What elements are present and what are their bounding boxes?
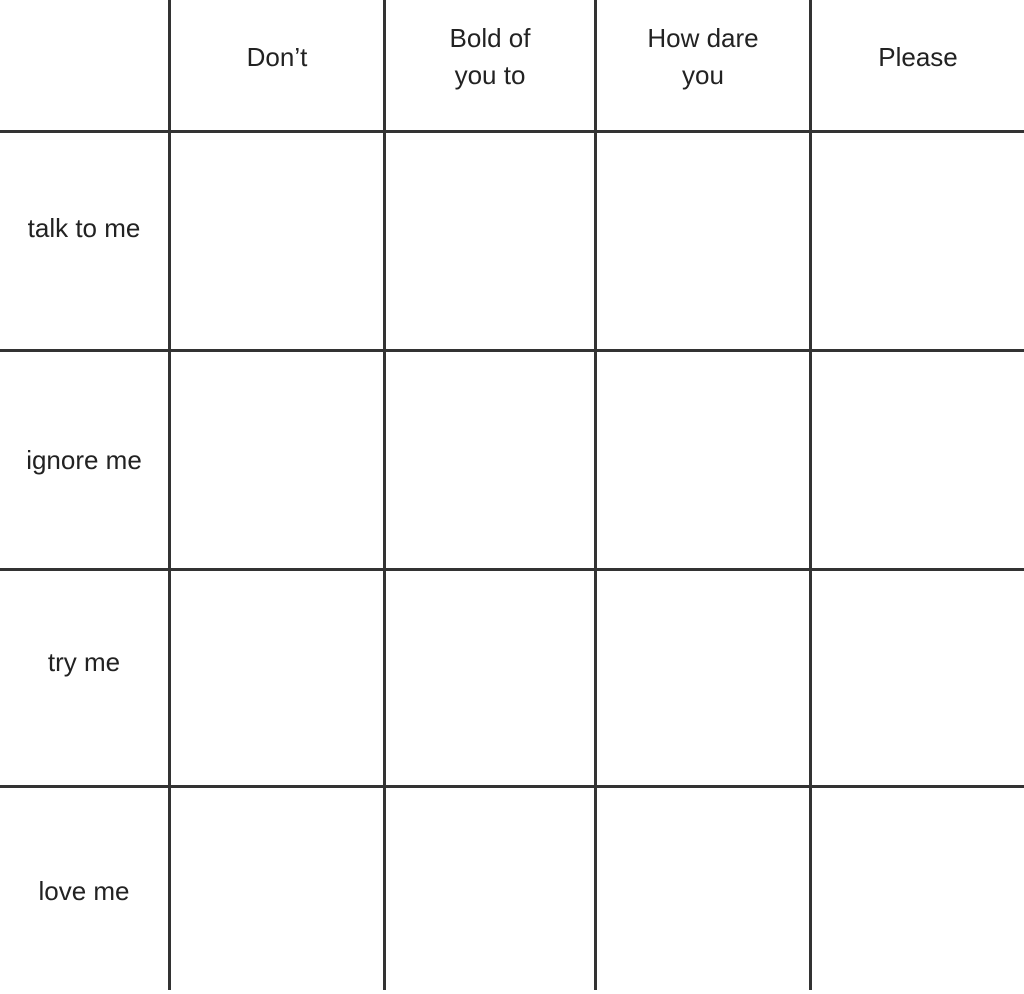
empty-cell — [386, 133, 594, 349]
column-header-how-dare-you: How dare you — [647, 23, 759, 90]
column-header-please: Please — [878, 41, 958, 72]
empty-cell — [812, 352, 1024, 568]
empty-cell — [597, 788, 809, 990]
row-header-love-me: love me — [38, 876, 130, 906]
row-header-talk-to-me: talk to me — [27, 213, 141, 243]
empty-cell — [597, 133, 809, 349]
empty-cell — [386, 352, 594, 568]
empty-cell — [812, 571, 1024, 785]
row-header-ignore-me: ignore me — [26, 445, 142, 475]
empty-cell — [171, 571, 383, 785]
empty-cell — [171, 133, 383, 349]
empty-cell — [597, 571, 809, 785]
column-header-bold-of-you-to: Bold of you to — [449, 23, 531, 90]
empty-cell — [597, 352, 809, 568]
column-header-dont: Don’t — [246, 41, 308, 72]
empty-cell — [171, 352, 383, 568]
empty-cell — [812, 133, 1024, 349]
empty-cell — [171, 788, 383, 990]
empty-cell — [386, 788, 594, 990]
row-header-try-me: try me — [47, 647, 121, 677]
empty-cell — [386, 571, 594, 785]
empty-cell — [812, 788, 1024, 990]
